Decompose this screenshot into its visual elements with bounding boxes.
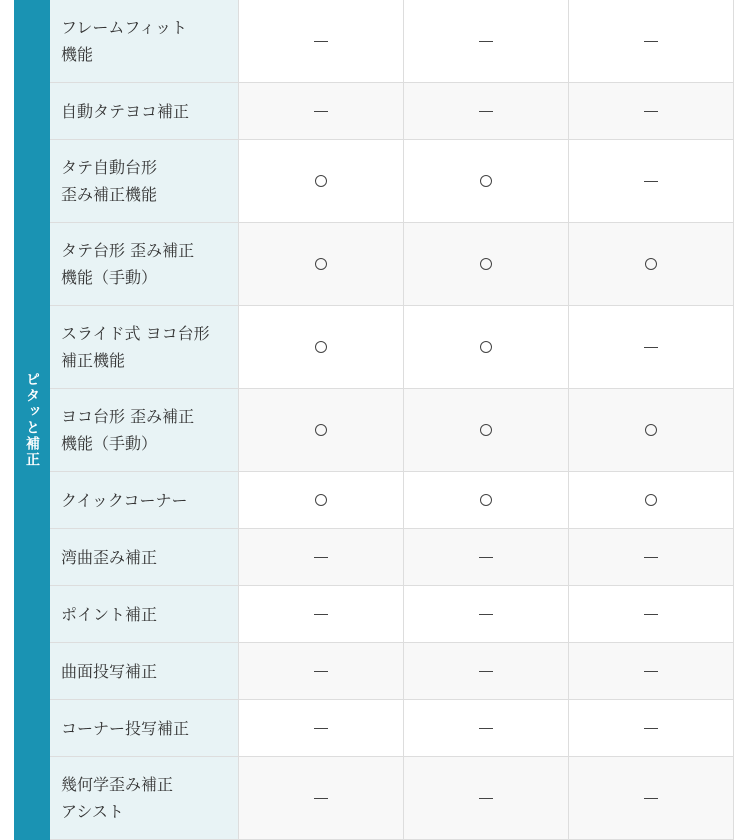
row-value-cell — [403, 223, 568, 306]
supported-mark — [480, 424, 492, 436]
unsupported-mark — [644, 181, 658, 182]
row-value-cell — [403, 700, 568, 757]
row-value-cell — [568, 0, 733, 83]
row-value-cell — [403, 643, 568, 700]
row-label: タテ台形 歪み補正 機能（手動） — [50, 223, 238, 306]
row-value-cell — [403, 306, 568, 389]
unsupported-mark — [314, 671, 328, 672]
row-label: ヨコ台形 歪み補正 機能（手動） — [50, 389, 238, 472]
table-row — [50, 223, 734, 306]
unsupported-mark — [314, 557, 328, 558]
row-value-cell — [403, 757, 568, 840]
supported-mark — [645, 424, 657, 436]
supported-mark — [315, 341, 327, 353]
row-value-cell — [238, 223, 403, 306]
supported-mark — [480, 175, 492, 187]
row-value-cell — [403, 586, 568, 643]
supported-mark — [480, 494, 492, 506]
unsupported-mark — [314, 614, 328, 615]
supported-mark — [480, 258, 492, 270]
row-value-cell — [568, 306, 733, 389]
supported-mark — [480, 341, 492, 353]
unsupported-mark — [644, 728, 658, 729]
unsupported-mark — [479, 557, 493, 558]
row-label: タテ自動台形 歪み補正機能 — [50, 140, 238, 223]
supported-mark — [315, 175, 327, 187]
unsupported-mark — [479, 671, 493, 672]
unsupported-mark — [479, 614, 493, 615]
unsupported-mark — [314, 728, 328, 729]
row-value-cell — [568, 83, 733, 140]
row-value-cell — [568, 643, 733, 700]
row-value-cell — [238, 389, 403, 472]
table-row — [50, 757, 734, 840]
row-label: フレームフィット 機能 — [50, 0, 238, 83]
row-label: 湾曲歪み補正 — [50, 529, 238, 586]
table-row — [50, 529, 734, 586]
row-value-cell — [238, 757, 403, 840]
supported-mark — [645, 258, 657, 270]
row-value-cell — [403, 529, 568, 586]
unsupported-mark — [644, 671, 658, 672]
row-value-cell — [568, 223, 733, 306]
row-value-cell — [568, 472, 733, 529]
row-value-cell — [238, 643, 403, 700]
unsupported-mark — [314, 41, 328, 42]
unsupported-mark — [479, 41, 493, 42]
row-value-cell — [403, 0, 568, 83]
unsupported-mark — [479, 728, 493, 729]
unsupported-mark — [644, 41, 658, 42]
unsupported-mark — [479, 798, 493, 799]
group-label: ピタッと補正 — [24, 372, 40, 468]
row-value-cell — [568, 529, 733, 586]
row-value-cell — [238, 529, 403, 586]
row-label: 幾何学歪み補正 アシスト — [50, 757, 238, 840]
row-value-cell — [238, 0, 403, 83]
row-label: コーナー投写補正 — [50, 700, 238, 757]
row-value-cell — [238, 472, 403, 529]
supported-mark — [645, 494, 657, 506]
unsupported-mark — [314, 111, 328, 112]
supported-mark — [315, 494, 327, 506]
row-value-cell — [403, 389, 568, 472]
row-label: クイックコーナー — [50, 472, 238, 529]
row-label: 曲面投写補正 — [50, 643, 238, 700]
row-label: スライド式 ヨコ台形 補正機能 — [50, 306, 238, 389]
row-value-cell — [238, 83, 403, 140]
row-value-cell — [403, 140, 568, 223]
unsupported-mark — [479, 111, 493, 112]
table-row — [50, 83, 734, 140]
row-value-cell — [238, 586, 403, 643]
spec-table — [50, 0, 734, 840]
table-row — [50, 140, 734, 223]
row-value-cell — [238, 306, 403, 389]
row-value-cell — [238, 140, 403, 223]
unsupported-mark — [644, 557, 658, 558]
unsupported-mark — [644, 798, 658, 799]
table-row — [50, 700, 734, 757]
unsupported-mark — [644, 347, 658, 348]
table-row — [50, 0, 734, 83]
group-label-band — [14, 0, 50, 840]
supported-mark — [315, 258, 327, 270]
unsupported-mark — [644, 614, 658, 615]
table-row — [50, 389, 734, 472]
row-label: ポイント補正 — [50, 586, 238, 643]
table-row — [50, 306, 734, 389]
row-value-cell — [403, 83, 568, 140]
table-row — [50, 472, 734, 529]
unsupported-mark — [314, 798, 328, 799]
row-value-cell — [568, 700, 733, 757]
row-value-cell — [568, 586, 733, 643]
row-value-cell — [403, 472, 568, 529]
table-row — [50, 586, 734, 643]
row-value-cell — [568, 389, 733, 472]
row-label: 自動タテヨコ補正 — [50, 83, 238, 140]
row-value-cell — [568, 757, 733, 840]
table-row — [50, 643, 734, 700]
row-value-cell — [238, 700, 403, 757]
row-value-cell — [568, 140, 733, 223]
unsupported-mark — [644, 111, 658, 112]
supported-mark — [315, 424, 327, 436]
